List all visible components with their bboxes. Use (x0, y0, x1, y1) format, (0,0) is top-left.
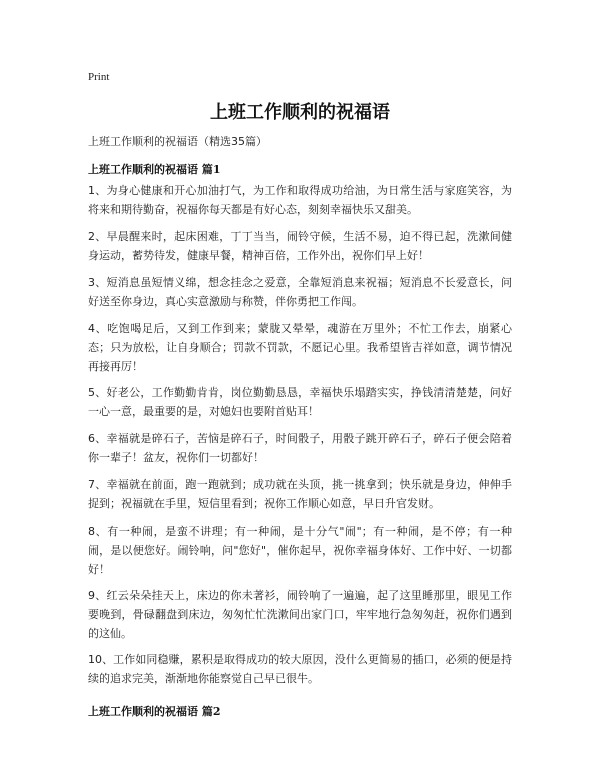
paragraph-7: 7、幸福就在前面，跑一跑就到；成功就在头顶，挑一挑拿到；快乐就是身边，伸伸手捉到；祝福就在手里，短信里看到；祝你工作顺心如意，早日升官发财。 (88, 478, 512, 510)
paragraph-2: 2、早晨醒来时，起床困难，丁丁当当，闹铃守候，生活不易，迫不得已起，洗漱间健身运动，蓄势待发，健康早餐，精神百倍，工作外出，祝你们早上好！ (88, 230, 512, 262)
paragraph-3: 3、短消息虽短情义绵，想念挂念之爱意，全靠短消息来祝福；短消息不长爱意长，问好送至你身边，真心实意激励与称赞，伴你勇把工作闯。 (88, 276, 512, 308)
paragraph-1: 1、为身心健康和开心加油打气，为工作和取得成功给油，为日常生活与家庭笑容，为将来和期待勤奋，祝福你每天都是有好心态，刻刻幸福快乐又甜美。 (88, 184, 512, 216)
paragraph-10: 10、工作如同稳赚，累积是取得成功的较大原因，没什么更简易的插口，必须的便是持续的追求完美，渐渐地你能察觉自己早已很牛。 (88, 653, 512, 685)
section-heading-1: 上班工作顺利的祝福语 篇1 (88, 163, 221, 176)
paragraph-5: 5、好老公，工作勤勤肯肯，岗位勤勤恳恳，幸福快乐塌踏实实，挣钱清清楚楚，问好一心一意，最重要的是，对媳妇也要附首贴耳！ (88, 386, 512, 418)
print-link[interactable]: Print (88, 71, 110, 83)
paragraph-6: 6、幸福就是碎石子，苦恼是碎石子，时间骰子，用骰子跳开碎石子，碎石子便会陪着你一辈子！盆友，祝你们一切都好！ (88, 432, 512, 464)
page-title: 上班工作顺利的祝福语 (210, 102, 390, 123)
section-heading-2: 上班工作顺利的祝福语 篇2 (88, 705, 221, 718)
paragraph-9: 9、红云朵朵挂天上，床边的你未著衫，闹铃响了一遍遍，起了这里睡那里，眼见工作要晚到，骨碌翻盘到床边，匆匆忙忙洗漱间出家门口，牢牢地行急匆匆赶，祝你们遇到的这仙。 (88, 589, 512, 640)
paragraph-8: 8、有一种闹，是蛮不讲理；有一种闹，是十分气"闹"；有一种闹，是不停；有一种闹，是以便您好。闹铃响，问"您好"，催你起早，祝你幸福身体好、工作中好、一切都好！ (88, 525, 512, 576)
document-subtitle: 上班工作顺利的祝福语（精选35篇） (88, 135, 267, 148)
paragraph-4: 4、吃饱喝足后，又到工作到来；蒙胧又晕晕，魂游在万里外；不忙工作去，崩紧心态；只为放松，让自身顺合；罚款不罚款，不愿记心里。我希望皆吉祥如意，调节情况再接再厉！ (88, 322, 512, 373)
